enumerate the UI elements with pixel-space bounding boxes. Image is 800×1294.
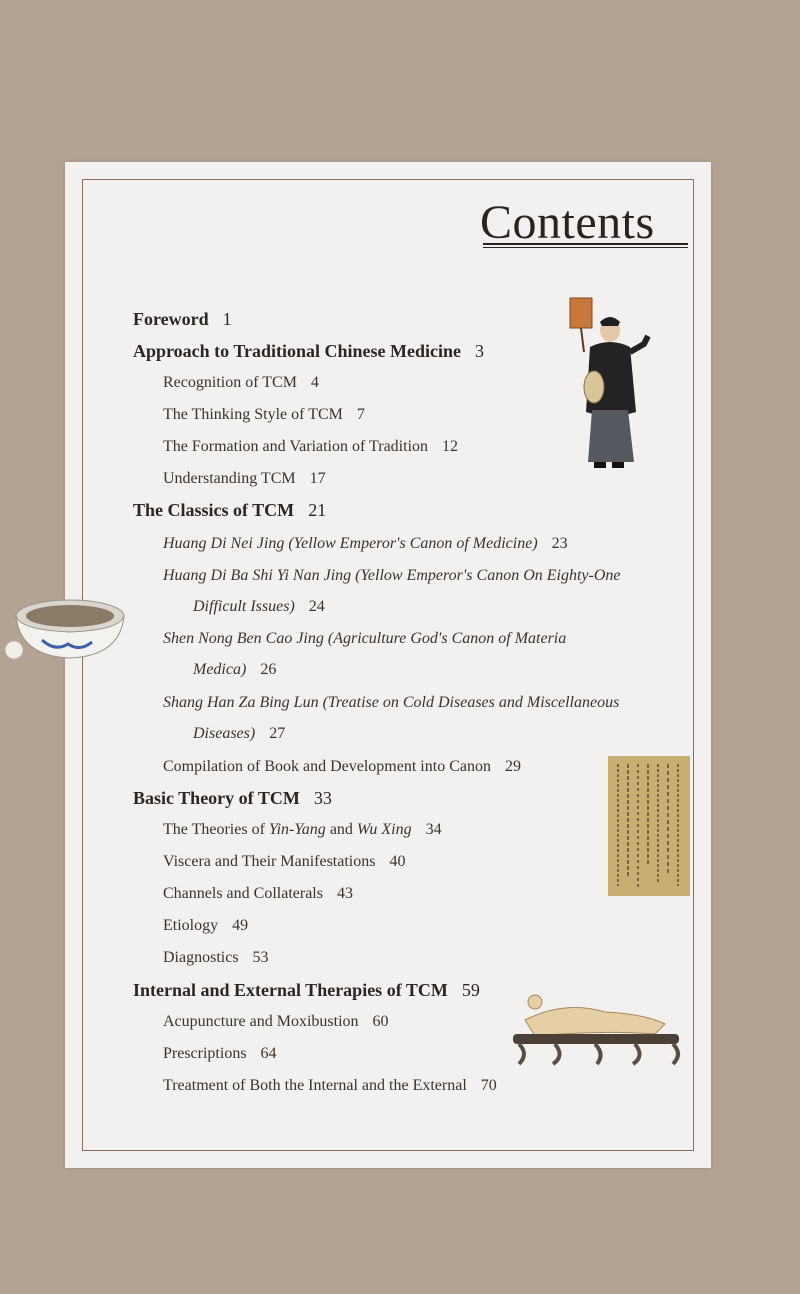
toc-label: Channels and Collaterals xyxy=(163,885,323,902)
toc-label: Etiology xyxy=(163,917,219,934)
toc-label: and xyxy=(329,821,353,838)
toc-entry-continued[interactable] xyxy=(193,661,276,679)
toc-entry[interactable] xyxy=(163,1077,497,1095)
toc-entry[interactable] xyxy=(163,406,365,424)
toc-page-number: 29 xyxy=(504,758,521,775)
toc-label-pinyin: Huang Di Nei Jing xyxy=(163,535,285,552)
toc-entry[interactable] xyxy=(163,885,353,903)
toc-label-translation-cont: Difficult Issues) xyxy=(193,598,295,615)
toc-entry[interactable] xyxy=(133,500,326,521)
toc-entry[interactable] xyxy=(163,1045,277,1063)
toc-label: Compilation of Book and Development into Canon xyxy=(163,758,491,775)
toc-entry[interactable] xyxy=(163,949,269,967)
toc-page-number: 24 xyxy=(308,598,325,615)
toc-page-number: 26 xyxy=(260,661,277,678)
toc-page-number: 23 xyxy=(551,535,568,552)
toc-page-number: 3 xyxy=(475,341,485,361)
toc-label: The Formation and Variation of Tradition xyxy=(163,438,429,455)
toc-entry[interactable] xyxy=(163,470,326,488)
toc-label-pinyin: Shen Nong Ben Cao Jing xyxy=(163,630,324,647)
page-title: Contents xyxy=(480,196,655,249)
toc-label: Approach to Traditional Chinese Medicine xyxy=(133,341,462,361)
toc-label: Recognition of TCM xyxy=(163,374,297,391)
toc-label-translation: (Yellow Emperor's Canon On Eighty-One xyxy=(355,567,621,584)
toc-label: Acupuncture and Moxibustion xyxy=(163,1013,359,1030)
toc-entry[interactable] xyxy=(133,309,232,330)
toc-label: Basic Theory of TCM xyxy=(133,788,300,808)
toc-entry[interactable] xyxy=(163,374,319,392)
toc-label: Understanding TCM xyxy=(163,470,296,487)
toc-page-number: 40 xyxy=(389,853,406,870)
toc-label-translation: (Treatise on Cold Diseases and Miscellaneous xyxy=(322,694,620,711)
toc-page-number: 53 xyxy=(252,949,269,966)
toc-label-term: Yin-Yang xyxy=(268,821,326,838)
toc-entry[interactable] xyxy=(163,438,458,456)
toc-page-number: 12 xyxy=(442,438,459,455)
toc-entry[interactable] xyxy=(163,1013,389,1031)
toc-label: Foreword xyxy=(133,309,209,329)
toc-page-number: 17 xyxy=(309,470,326,487)
toc-entry[interactable] xyxy=(163,694,619,712)
toc-entry[interactable] xyxy=(163,758,521,776)
toc-page-number: 43 xyxy=(336,885,353,902)
toc-label: Treatment of Both the Internal and the External xyxy=(163,1077,467,1094)
toc-label: The Theories of xyxy=(163,821,265,838)
toc-page-number: 21 xyxy=(308,500,327,520)
toc-page-number: 70 xyxy=(480,1077,497,1094)
toc-entry[interactable] xyxy=(163,567,621,585)
ivory-figure-on-stand-illustration xyxy=(505,990,685,1070)
toc-label-term: Wu Xing xyxy=(356,821,412,838)
toc-entry[interactable] xyxy=(163,535,568,553)
toc-label: Viscera and Their Manifestations xyxy=(163,853,376,870)
toc-page-number: 7 xyxy=(356,406,365,423)
toc-page-number: 4 xyxy=(310,374,319,391)
toc-page-number: 33 xyxy=(313,788,332,808)
toc-page-number: 64 xyxy=(260,1045,277,1062)
toc-entry[interactable] xyxy=(133,341,484,362)
toc-label-translation-cont: Medica) xyxy=(193,661,247,678)
toc-entry-continued[interactable] xyxy=(193,598,325,616)
physician-figure-illustration xyxy=(560,292,652,477)
toc-page-number: 27 xyxy=(269,725,286,742)
toc-entry[interactable] xyxy=(133,980,480,1001)
porcelain-bowl-illustration xyxy=(0,594,128,664)
toc-page-number: 34 xyxy=(425,821,442,838)
toc-page-number: 49 xyxy=(232,917,249,934)
toc-label-translation: (Yellow Emperor's Canon of Medicine) xyxy=(288,535,538,552)
toc-entry[interactable] xyxy=(163,630,566,648)
toc-label: Internal and External Therapies of TCM xyxy=(133,980,448,1000)
ancient-manuscript-illustration xyxy=(608,756,690,896)
toc-label: The Thinking Style of TCM xyxy=(163,406,343,423)
toc-label-translation-cont: Diseases) xyxy=(193,725,256,742)
toc-label-pinyin: Shang Han Za Bing Lun xyxy=(163,694,319,711)
toc-label-pinyin: Huang Di Ba Shi Yi Nan Jing xyxy=(163,567,352,584)
toc-entry[interactable] xyxy=(163,853,405,871)
toc-entry-continued[interactable] xyxy=(193,725,285,743)
toc-label: Diagnostics xyxy=(163,949,239,966)
toc-entry[interactable] xyxy=(163,821,442,839)
toc-label-translation: (Agriculture God's Canon of Materia xyxy=(327,630,567,647)
toc-page-number: 59 xyxy=(461,980,480,1000)
toc-page-number: 1 xyxy=(222,309,232,329)
toc-label: The Classics of TCM xyxy=(133,500,295,520)
title-rule xyxy=(483,243,688,248)
toc-entry[interactable] xyxy=(163,917,248,935)
toc-label: Prescriptions xyxy=(163,1045,247,1062)
toc-page-number: 60 xyxy=(372,1013,389,1030)
toc-entry[interactable] xyxy=(133,788,332,809)
